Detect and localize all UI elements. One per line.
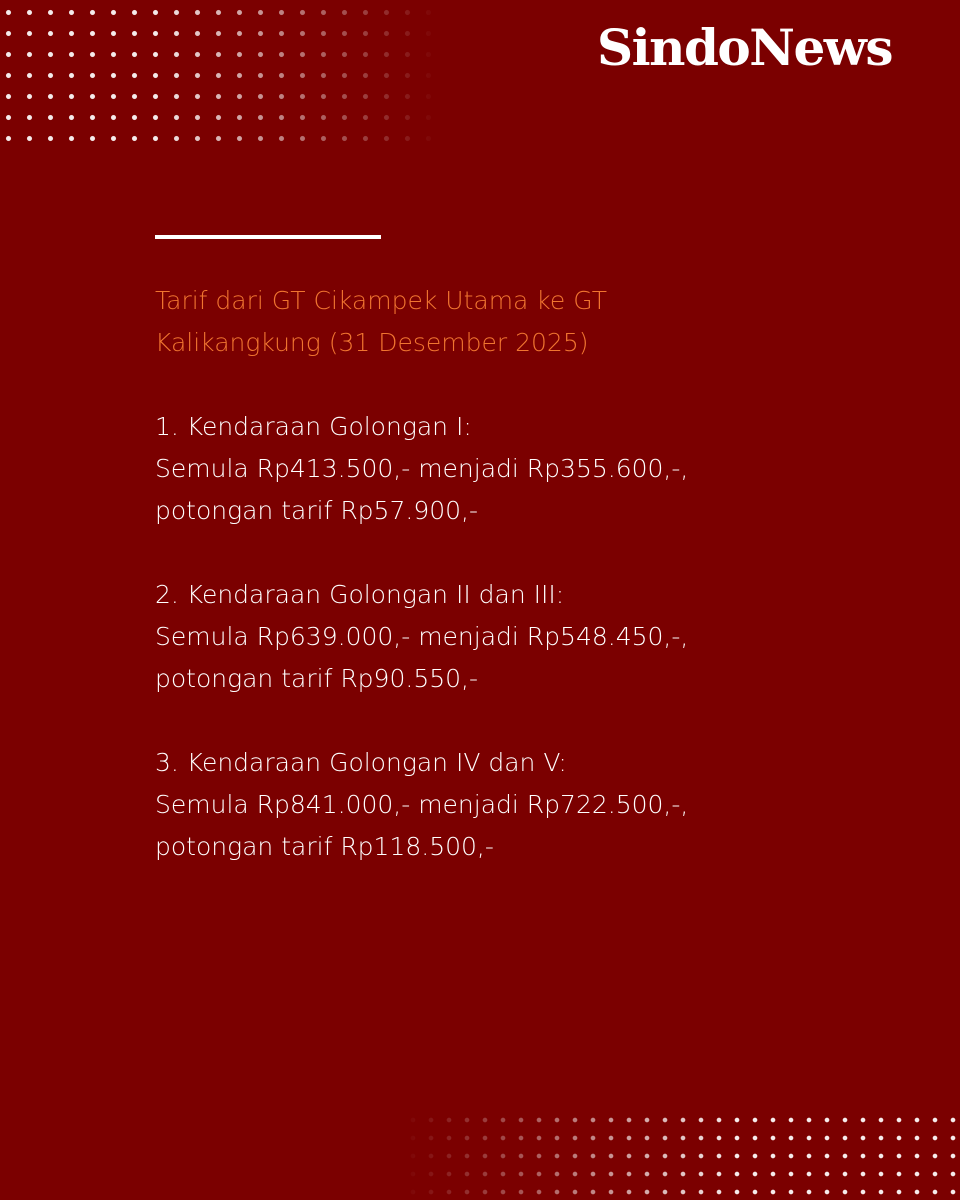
tariff-content <box>155 280 875 910</box>
item-title: 1. Kendaraan Golongan I: <box>155 412 472 441</box>
item-title: 2. Kendaraan Golongan II dan III: <box>155 580 565 609</box>
item-title: 3. Kendaraan Golongan IV dan V: <box>155 748 567 777</box>
tariff-item-golongan-1 <box>155 406 875 532</box>
heading-line-1: Tarif dari GT Cikampek Utama ke GT <box>155 286 607 315</box>
tariff-item-golongan-4-5 <box>155 742 875 868</box>
item-discount: potongan tarif Rp118.500,- <box>155 832 494 861</box>
heading-line-2: Kalikangkung (31 Desember 2025) <box>155 328 589 357</box>
tariff-heading <box>155 280 875 364</box>
divider-line <box>155 235 381 239</box>
item-price-change: Semula Rp413.500,- menjadi Rp355.600,-, <box>155 454 689 483</box>
decorative-dot-pattern-bottom <box>400 1105 960 1200</box>
item-price-change: Semula Rp639.000,- menjadi Rp548.450,-, <box>155 622 689 651</box>
tariff-item-golongan-2-3 <box>155 574 875 700</box>
item-discount: potongan tarif Rp57.900,- <box>155 496 478 525</box>
sindonews-logo: SindoNews <box>597 18 892 77</box>
item-discount: potongan tarif Rp90.550,- <box>155 664 478 693</box>
item-price-change: Semula Rp841.000,- menjadi Rp722.500,-, <box>155 790 689 819</box>
decorative-dot-pattern-top <box>0 0 440 155</box>
